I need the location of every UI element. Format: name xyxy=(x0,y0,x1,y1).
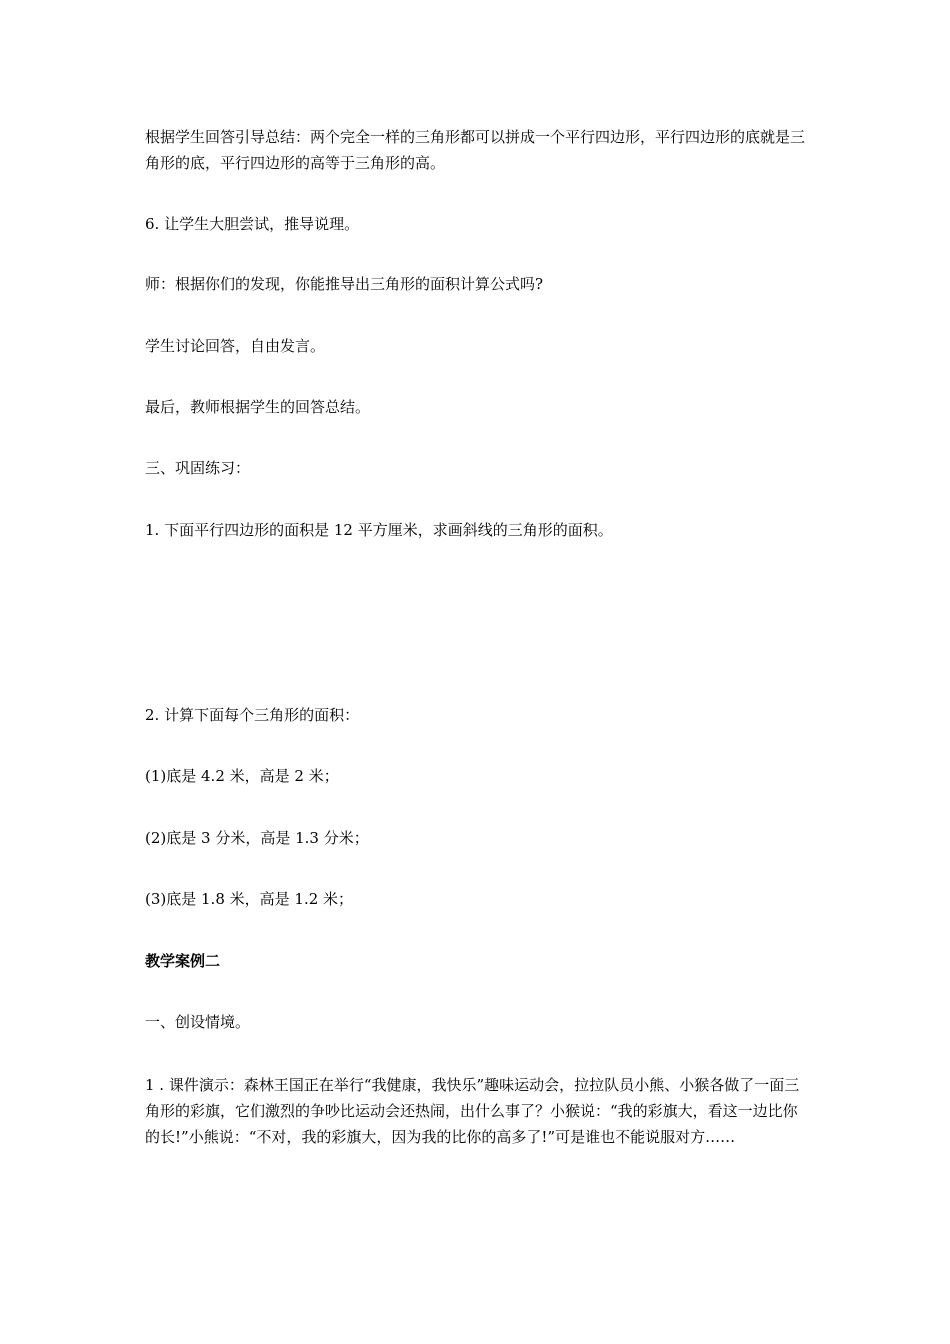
section-heading-scenario: 一、创设情境。 xyxy=(145,1013,251,1031)
paragraph-teacher-question: 师：根据你们的发现，你能推导出三角形的面积计算公式吗? xyxy=(145,275,544,293)
exercise-2: 2. 计算下面每个三角形的面积： xyxy=(145,706,360,724)
exercise-2-item-1: (1)底是 4.2 米，高是 2 米； xyxy=(145,767,339,785)
paragraph-summary: 根据学生回答引导总结：两个完全一样的三角形都可以拼成一个平行四边形，平行四边形的底就是三角形的底，平行四边形的高等于三角形的高。 xyxy=(145,128,806,172)
exercise-2-item-3: (3)底是 1.8 米，高是 1.2 米； xyxy=(145,890,354,908)
paragraph-courseware-demo: 1 . 课件演示：森林王国正在举行“我健康，我快乐”趣味运动会，拉拉队员小熊、小猴各做了一面三角形的彩旗，它们激烈的争吵比运动会还热闹，出什么事了？小猴说：“我的彩旗大，看这一边比你的长!”小熊说：“不对，我的彩旗大，因为我的比你的高多了!”可是谁也不能说服对方…… xyxy=(145,1076,800,1146)
paragraph-step-6: 6. 让学生大胆尝试，推导说理。 xyxy=(145,215,360,233)
paragraph-student-discussion: 学生讨论回答，自由发言。 xyxy=(145,337,326,355)
exercise-1: 1. 下面平行四边形的面积是 12 平方厘米，求画斜线的三角形的面积。 xyxy=(145,521,613,539)
section-heading-practice: 三、巩固练习： xyxy=(145,459,251,477)
case-two-heading: 教学案例二 xyxy=(145,952,221,970)
exercise-2-item-2: (2)底是 3 分米，高是 1.3 分米； xyxy=(145,829,369,847)
paragraph-teacher-summary: 最后，教师根据学生的回答总结。 xyxy=(145,398,371,416)
exercise-figure-placeholder xyxy=(145,560,809,690)
